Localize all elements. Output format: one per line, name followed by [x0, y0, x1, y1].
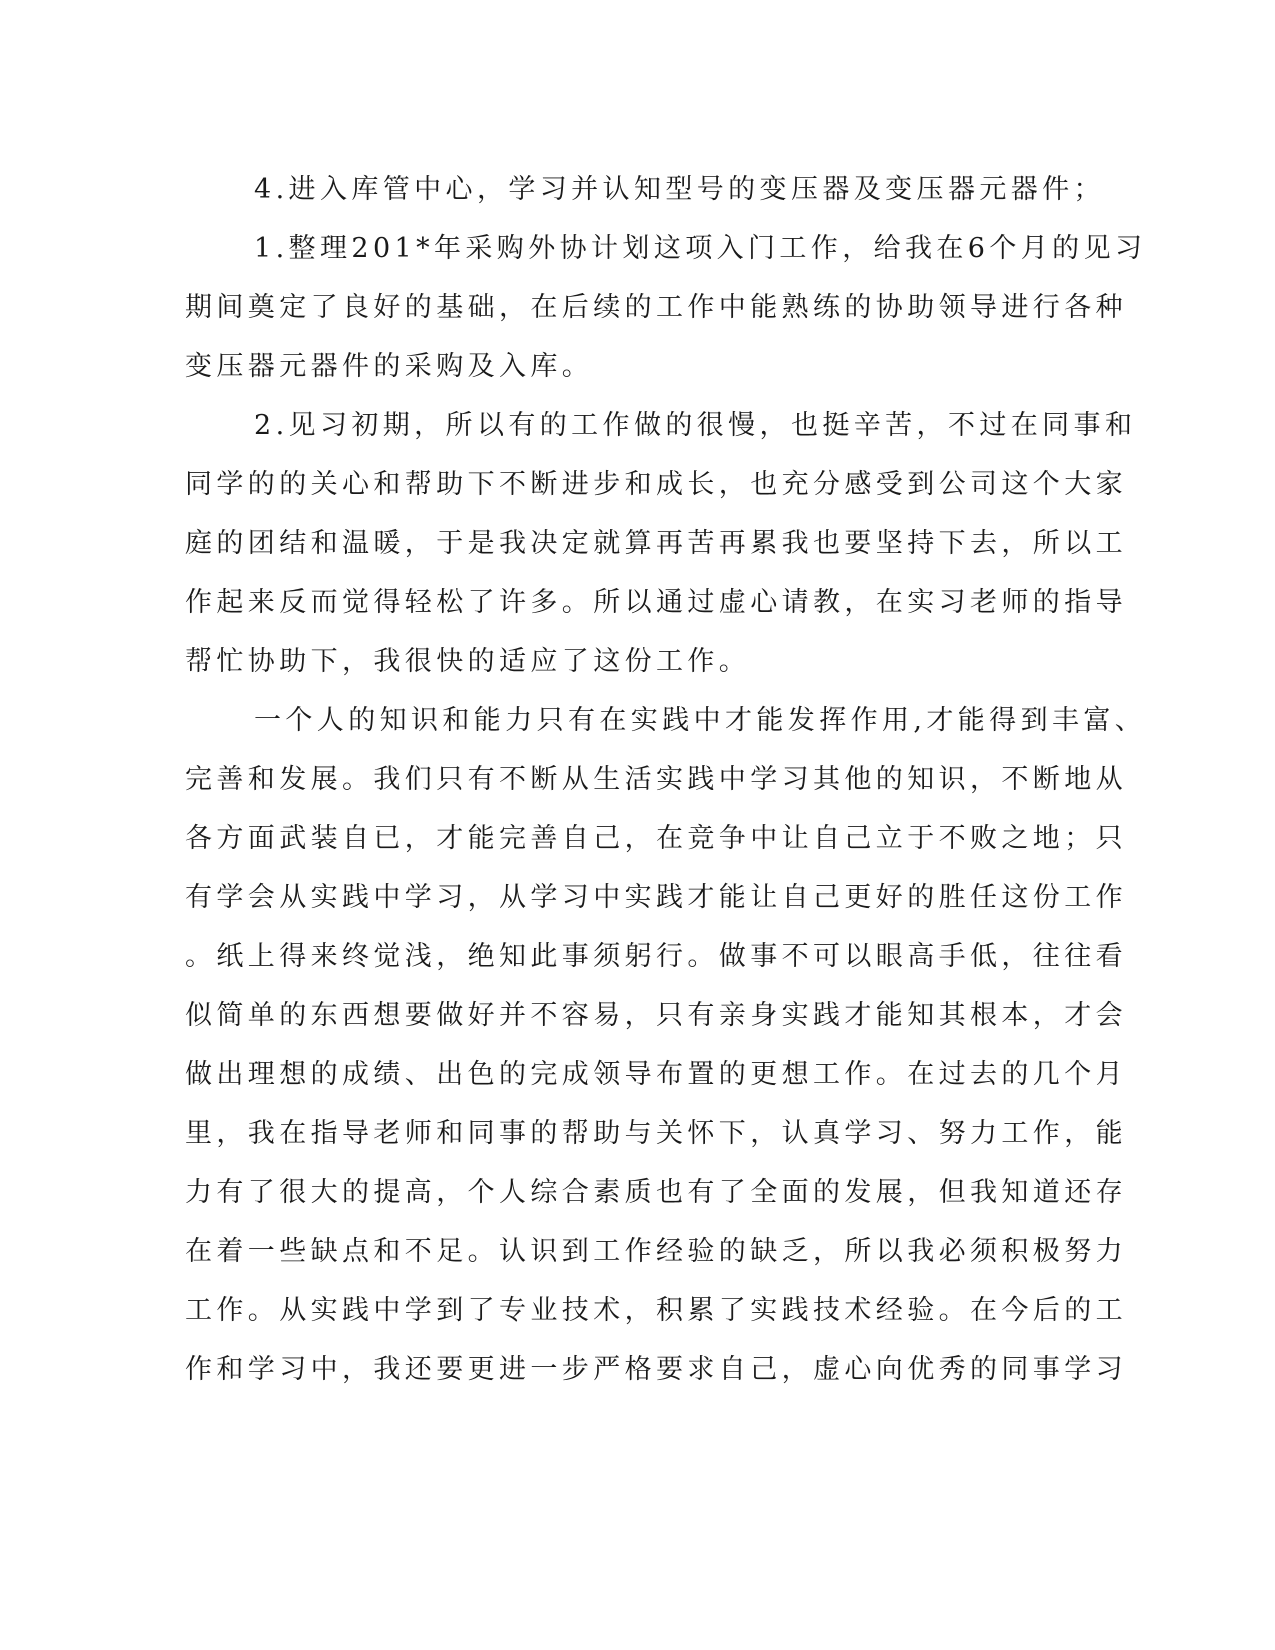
paragraph-line: 里，我在指导老师和同事的帮助与关怀下，认真学习、努力工作，能 [185, 1118, 1127, 1149]
paragraph-line: 在着一些缺点和不足。认识到工作经验的缺乏，所以我必须积极努力 [185, 1236, 1127, 1267]
paragraph-line: 做出理想的成绩、出色的完成领导布置的更想工作。在过去的几个月 [185, 1059, 1127, 1090]
paragraph-line: 帮忙协助下，我很快的适应了这份工作。 [185, 646, 751, 677]
paragraph-line: 同学的的关心和帮助下不断进步和成长，也充分感受到公司这个大家 [185, 469, 1127, 500]
paragraph-line: 期间奠定了良好的基础，在后续的工作中能熟练的协助领导进行各种 [185, 292, 1127, 323]
paragraph-line: 作起来反而觉得轻松了许多。所以通过虚心请教，在实习老师的指导 [185, 587, 1127, 618]
paragraph-line: 2.见习初期，所以有的工作做的很慢，也挺辛苦，不过在同事和 [254, 410, 1137, 441]
paragraph-line: 。纸上得来终觉浅，绝知此事须躬行。做事不可以眼高手低，往往看 [185, 941, 1127, 972]
paragraph-line: 庭的团结和温暖，于是我决定就算再苦再累我也要坚持下去，所以工 [185, 528, 1127, 559]
paragraph-line: 似简单的东西想要做好并不容易，只有亲身实践才能知其根本，才会 [185, 1000, 1127, 1031]
paragraph-line: 1.整理201*年采购外协计划这项入门工作，给我在6个月的见习 [254, 233, 1147, 264]
paragraph-line: 工作。从实践中学到了专业技术，积累了实践技术经验。在今后的工 [185, 1295, 1127, 1326]
document-body [185, 160, 1147, 1399]
paragraph-line: 作和学习中，我还要更进一步严格要求自己，虚心向优秀的同事学习 [185, 1354, 1127, 1385]
paragraph-line: 力有了很大的提高，个人综合素质也有了全面的发展，但我知道还存 [185, 1177, 1127, 1208]
paragraph-line: 4.进入库管中心，学习并认知型号的变压器及变压器元器件； [254, 174, 1105, 205]
paragraph-line: 各方面武装自已，才能完善自己，在竞争中让自己立于不败之地；只 [185, 823, 1127, 854]
paragraph-line: 有学会从实践中学习，从学习中实践才能让自己更好的胜任这份工作 [185, 882, 1127, 913]
paragraph-line: 变压器元器件的采购及入库。 [185, 351, 594, 382]
paragraph-line: 一个人的知识和能力只有在实践中才能发挥作用,才能得到丰富、 [254, 705, 1147, 736]
paragraph-line: 完善和发展。我们只有不断从生活实践中学习其他的知识，不断地从 [185, 764, 1127, 795]
